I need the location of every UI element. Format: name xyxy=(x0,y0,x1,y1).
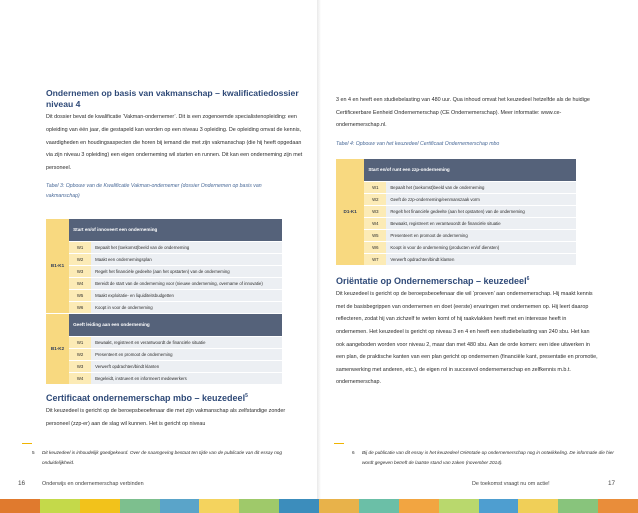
table-row xyxy=(336,217,576,229)
table-row xyxy=(46,265,282,277)
color-stripe xyxy=(518,499,558,513)
page-number-right: 17 xyxy=(608,480,616,487)
table-row xyxy=(336,193,576,205)
right-body-2: Dit keuzedeel is gericht op de beroepsbeoefenaar die wil ‘proeven’ aan ondernemerschap. Hij maakt kennis met de basisbegrippen van ondernemen en doet (eerste) ervaringen met ondernemen op. Hij leert daarop reflecteren, zodat hij van zichzelf te weten komt of hij raakvlakken heeft met en interesse heeft in ondernemen. Het keuzedeel is gericht op niveau 3 en 4 en heeft een studiebelasting van 240 sbu. Het kan ook aangeboden worden voor niveau 2, maar dan met 480 sbu. Aan de orde komen: een idee uitwerken in een plan, de praktische kanten van een plan gericht op ondernemen (financiële kant, presentatie en promotie, samenwerking met anderen, etc.), de eigen rol in succesvol ondernemerschap en zelfkennis m.b.t. ondernemerschap. xyxy=(336,291,598,386)
color-stripe-band xyxy=(0,499,638,513)
table-cell-code: W7 xyxy=(364,253,386,265)
table-row xyxy=(336,241,576,253)
table-cell-text: Verwerft opdrachten/bindt klanten xyxy=(91,360,282,372)
color-stripe xyxy=(598,499,638,513)
table-section-row xyxy=(46,219,282,242)
table-cell-code: W2 xyxy=(69,348,91,360)
table-section-title: Start en/of innoveert een onderneming xyxy=(69,219,282,242)
footer-left: Onderwijs en ondernemerschap verbinden xyxy=(42,481,144,487)
table-row xyxy=(46,372,282,384)
page-gutter xyxy=(317,0,321,513)
table-row xyxy=(46,336,282,348)
table-cell-code: W5 xyxy=(69,289,91,301)
table-3 xyxy=(46,219,282,385)
table-section-code: D1-K1 xyxy=(336,159,364,266)
left-footnote xyxy=(32,448,304,467)
color-stripe xyxy=(80,499,120,513)
color-stripe xyxy=(399,499,439,513)
table-row xyxy=(336,253,576,265)
table-cell-text: Bereidt de start van de onderneming voor (nieuwe onderneming, overname of innovatie) xyxy=(91,277,282,289)
color-stripe xyxy=(0,499,40,513)
left-heading-certificate-text: Certificaat ondernemerschap mbo – keuzedeel xyxy=(46,392,246,403)
table-cell-code: W2 xyxy=(364,193,386,205)
left-footnote-rule xyxy=(22,443,32,444)
table-cell-text: Koopt in voor de onderneming xyxy=(91,301,282,313)
right-heading-orientation-text: Oriëntatie op Ondernemerschap – keuzedeel xyxy=(336,275,527,286)
left-page xyxy=(46,88,308,430)
table-cell-text: Maakt exploitatie- en liquiditeitsbudgetten xyxy=(91,289,282,301)
table-row xyxy=(46,348,282,360)
color-stripe xyxy=(120,499,160,513)
color-stripe xyxy=(319,499,359,513)
table-cell-code: W4 xyxy=(69,372,91,384)
table-section-title: Start en/of runt een zzp-onderneming xyxy=(364,159,576,182)
table-cell-code: W1 xyxy=(364,181,386,193)
color-stripe xyxy=(40,499,80,513)
footer-right: De toekomst vraagt nu om actie! xyxy=(472,481,550,487)
table-cell-text: Bepaalt het (toekomst)beeld van de onderneming xyxy=(91,241,282,253)
left-footnote-text: Dit keuzedeel is inhoudelijk goedgekeurd. Over de naamgeving bestaat ten tijde van de publicatie van dit essay nog onduidelijkheid. xyxy=(42,450,282,465)
table-cell-code: W3 xyxy=(69,360,91,372)
right-footnote-rule xyxy=(334,443,344,444)
table-row xyxy=(46,241,282,253)
table-3-caption: Tabel 3: Opbouw van de Kwalificatie Vakman-ondernemer (dossier Ondernemen op basis van vakmanschap) xyxy=(46,183,262,199)
table-cell-code: W2 xyxy=(69,253,91,265)
color-stripe xyxy=(279,499,319,513)
table-row xyxy=(336,229,576,241)
table-cell-code: W6 xyxy=(69,301,91,313)
table-cell-code: W6 xyxy=(364,241,386,253)
table-cell-text: Geeft de zzp-onderneming/eenmanszaak vorm xyxy=(386,193,576,205)
table-cell-text: Presenteert en promoot de onderneming xyxy=(91,348,282,360)
table-cell-text: Regelt het financiële gedeelte (aan het opstarten) van de onderneming xyxy=(91,265,282,277)
color-stripe xyxy=(479,499,519,513)
table-cell-code: W3 xyxy=(364,205,386,217)
table-cell-code: W4 xyxy=(364,217,386,229)
table-row xyxy=(336,181,576,193)
table-row xyxy=(46,289,282,301)
table-row xyxy=(46,360,282,372)
table-section-code: B1-K2 xyxy=(46,313,69,384)
table-cell-text: Bepaalt het (toekomst)beeld van de onderneming xyxy=(386,181,576,193)
table-cell-code: W3 xyxy=(69,265,91,277)
right-footnote-mark: 6 xyxy=(352,450,355,455)
left-body: Dit dossier bevat de kwalificatie ‘Vakman-ondernemer’. Dit is een zogenoemde specialistenopleiding: een opleiding van één jaar, die gestapeld kan worden op een niveau 3 opleiding. De opleiding omvat de kennis, vaardigheden en houdingsaspecten die horen bij iemand die met zijn vakmanschap (die hij heeft opgedaan via zijn niveau 3 opleiding) een eigen onderneming wil starten en runnen. Dit kan een onderneming zijn met personeel. xyxy=(46,114,303,171)
color-stripe xyxy=(558,499,598,513)
table-row xyxy=(336,205,576,217)
table-row xyxy=(46,277,282,289)
left-footnote-mark: 5 xyxy=(32,450,35,455)
color-stripe xyxy=(359,499,399,513)
right-footnote-text: Bij de publicatie van dit essay is het keuzedeel Oriëntatie op ondernemerschap nog in ontwikkeling. De informatie die hier wordt gegeven betreft de laatste stand van zaken (november 2014). xyxy=(362,450,614,465)
table-section-code: B1-K1 xyxy=(46,219,69,314)
table-row xyxy=(46,253,282,265)
left-heading-certificate xyxy=(46,393,308,404)
table-section-row xyxy=(46,313,282,336)
color-stripe xyxy=(199,499,239,513)
footnote-ref-6: 6 xyxy=(526,275,530,282)
table-cell-text: Verwerft opdrachten/bindt klanten xyxy=(386,253,576,265)
table-cell-text: Begeleidt, instrueert en informeert medewerkers xyxy=(91,372,282,384)
table-cell-text: Koopt in voor de onderneming (producten en/of diensten) xyxy=(386,241,576,253)
right-heading-orientation xyxy=(336,276,598,287)
footnote-ref-5: 5 xyxy=(245,392,248,399)
table-cell-text: Regelt het financiële gedeelte (aan het opstarten) van de onderneming xyxy=(386,205,576,217)
table-row xyxy=(46,301,282,313)
table-cell-text: Presenteert en promoot de onderneming xyxy=(386,229,576,241)
right-footnote xyxy=(352,448,614,467)
table-cell-code: W4 xyxy=(69,277,91,289)
color-stripe xyxy=(239,499,279,513)
table-4 xyxy=(336,159,576,266)
table-cell-code: W1 xyxy=(69,241,91,253)
table-cell-text: Bewaakt, registreert en verantwoordt de financiële situatie xyxy=(386,217,576,229)
color-stripe xyxy=(439,499,479,513)
table-cell-code: W1 xyxy=(69,336,91,348)
right-body: 3 en 4 en heeft een studiebelasting van 480 uur. Qua inhoud omvat het keuzedeel hetzelfde als de huidige Certificeerbare Eenheid Ondernemerschap (CE Ondernemerschap). Meer informatie: www.ce-ondernemerschap.nl. xyxy=(336,97,590,129)
table-cell-text: Bewaakt, registreert en verantwoordt de financiële situatie xyxy=(91,336,282,348)
right-page xyxy=(336,88,598,389)
table-cell-text: Maakt een ondernemingsplan xyxy=(91,253,282,265)
left-body-2: Dit keuzedeel is gericht op de beroepsbeoefenaar die met zijn vakmanschap als zelfstandige zonder personeel (zzp-er) aan de slag wil kunnen. Het is gericht op niveau xyxy=(46,408,286,427)
table-section-title: Geeft leiding aan een onderneming xyxy=(69,313,282,336)
table-cell-code: W5 xyxy=(364,229,386,241)
table-section-row xyxy=(336,159,576,182)
color-stripe xyxy=(160,499,200,513)
page-number-left: 16 xyxy=(18,480,26,487)
left-heading: Ondernemen op basis van vakmanschap – kwalificatiedossier niveau 4 xyxy=(46,88,299,109)
table-4-caption: Tabel 4: Opbouw van het keuzedeel Certificaat Ondernemerschap mbo xyxy=(336,140,500,147)
